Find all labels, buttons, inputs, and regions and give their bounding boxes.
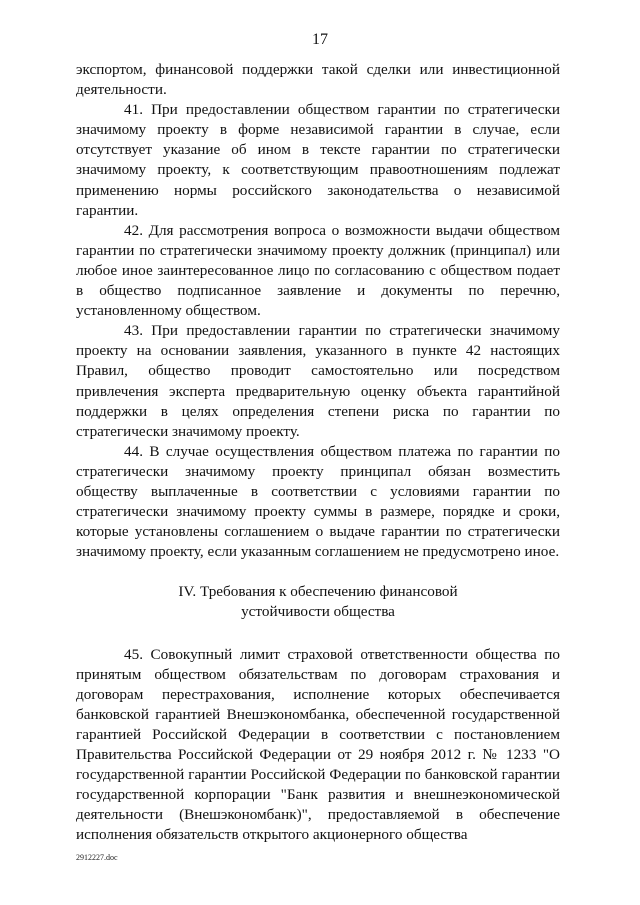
document-body [76, 60, 560, 845]
paragraph-continuation: экспортом, финансовой поддержки такой сделки или инвестиционной деятельности. [76, 61, 560, 99]
paragraph-41: 41. При предоставлении обществом гарантии по стратегически значимому проекту в форме независимой гарантии в случае, если отсутствует указание об ином в тексте гарантии по стратегически значимому проекту, к соответствующим правоотношениям подлежат применению нормы российского законодательства о независимой гарантии. [76, 101, 560, 219]
paragraph-45: 45. Совокупный лимит страховой ответственности общества по принятым обществом обязательствам по договорам страхования и договорам перестрахования, исполнение которых обеспечивается банковской гарантией Внешэкономбанка, обеспеченной государственной гарантией Российской Федерации в соответствии с постановлением Правительства Российской Федерации от 29 ноября 2012 г. № 1233 "О государственной гарантии Российской Федерации по банковской гарантии государственной корпорации "Банк развития и внешнеэкономической деятельности (Внешэкономбанк)", предоставляемой в обеспечение исполнения обязательств открытого акционерного общества [76, 645, 560, 844]
section-heading-line-1: IV. Требования к обеспечению финансовой [178, 583, 458, 601]
paragraph-44: 44. В случае осуществления обществом платежа по гарантии по стратегически значимому проекту принципал обязан возместить обществу выплаченные в соответствии с условиями гарантии по стратегически значимому проекту суммы в размере, порядке и сроки, которые установлены соглашением о выдаче гарантии по стратегически значимому проекту, если указанным соглашением не предусмотрено иное. [76, 442, 560, 561]
paragraph-42: 42. Для рассмотрения вопроса о возможности выдачи обществом гарантии по стратегически значимому проекту должник (принципал) или любое иное заинтересованное лицо по согласованию с обществом подает в общество подписанное заявление и документы по перечню, установленному обществом. [76, 221, 560, 320]
section-heading-line-2: устойчивости общества [241, 603, 395, 621]
page-number: 17 [312, 31, 328, 48]
footer-filename: 2912227.doc [76, 853, 118, 862]
section-heading [76, 582, 560, 622]
paragraph-43: 43. При предоставлении гарантии по стратегически значимому проекту на основании заявления, указанного в пункте 42 настоящих Правил, общество проводит самостоятельно или посредством привлечения эксперта предварительную оценку объекта гарантийной поддержки в целях определения степени риска по гарантии по стратегически значимому проекту. [76, 322, 560, 440]
